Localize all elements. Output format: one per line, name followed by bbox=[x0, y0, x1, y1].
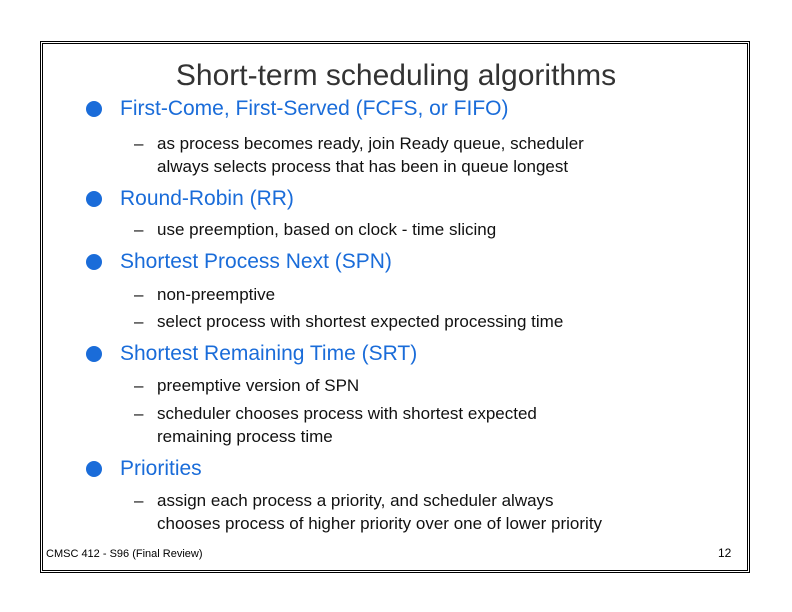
page-number: 12 bbox=[718, 546, 732, 560]
bullet-fcfs bbox=[86, 96, 509, 122]
dash-icon: – bbox=[134, 220, 144, 239]
sub-item bbox=[134, 402, 717, 448]
sub-item bbox=[134, 310, 717, 333]
bullet-text: Priorities bbox=[120, 457, 202, 480]
dash-icon: – bbox=[134, 134, 144, 153]
bullet-dot-icon bbox=[86, 346, 102, 362]
bullet-spn bbox=[86, 249, 392, 275]
dash-icon: – bbox=[134, 491, 144, 510]
bullet-dot-icon bbox=[86, 191, 102, 207]
bullet-dot-icon bbox=[86, 461, 102, 477]
dash-icon: – bbox=[134, 404, 144, 423]
bullet-dot-icon bbox=[86, 101, 102, 117]
sub-text: non-preemptive bbox=[157, 285, 276, 304]
bullet-dot-icon bbox=[86, 254, 102, 270]
sub-text: use preemption, based on clock - time slicing bbox=[157, 220, 497, 239]
bullet-text: Shortest Process Next (SPN) bbox=[120, 250, 392, 273]
bullet-text: Shortest Remaining Time (SRT) bbox=[120, 342, 418, 365]
dash-icon: – bbox=[134, 312, 144, 331]
sub-item bbox=[134, 283, 717, 306]
bullet-rr bbox=[86, 186, 294, 212]
sub-item bbox=[134, 489, 717, 535]
sub-item bbox=[134, 218, 717, 241]
bullet-srt bbox=[86, 341, 417, 367]
bullet-text: Round-Robin (RR) bbox=[120, 187, 294, 210]
sub-text: assign each process a priority, and scheduler always chooses process of higher priority over one of lower priority bbox=[157, 491, 603, 533]
dash-icon: – bbox=[134, 285, 144, 304]
sub-item bbox=[134, 132, 717, 178]
bullet-priorities bbox=[86, 456, 202, 482]
sub-text: select process with shortest expected processing time bbox=[157, 312, 564, 331]
sub-item bbox=[134, 374, 717, 397]
bullet-text: First-Come, First-Served (FCFS, or FIFO) bbox=[120, 97, 509, 120]
sub-text: scheduler chooses process with shortest expected remaining process time bbox=[157, 404, 537, 446]
sub-text: as process becomes ready, join Ready queue, scheduler always selects process that has been in queue longest bbox=[157, 134, 584, 176]
slide-footer: CMSC 412 - S96 (Final Review) bbox=[46, 548, 203, 560]
slide-title: Short-term scheduling algorithms bbox=[175, 59, 617, 92]
sub-text: preemptive version of SPN bbox=[157, 376, 360, 395]
dash-icon: – bbox=[134, 376, 144, 395]
